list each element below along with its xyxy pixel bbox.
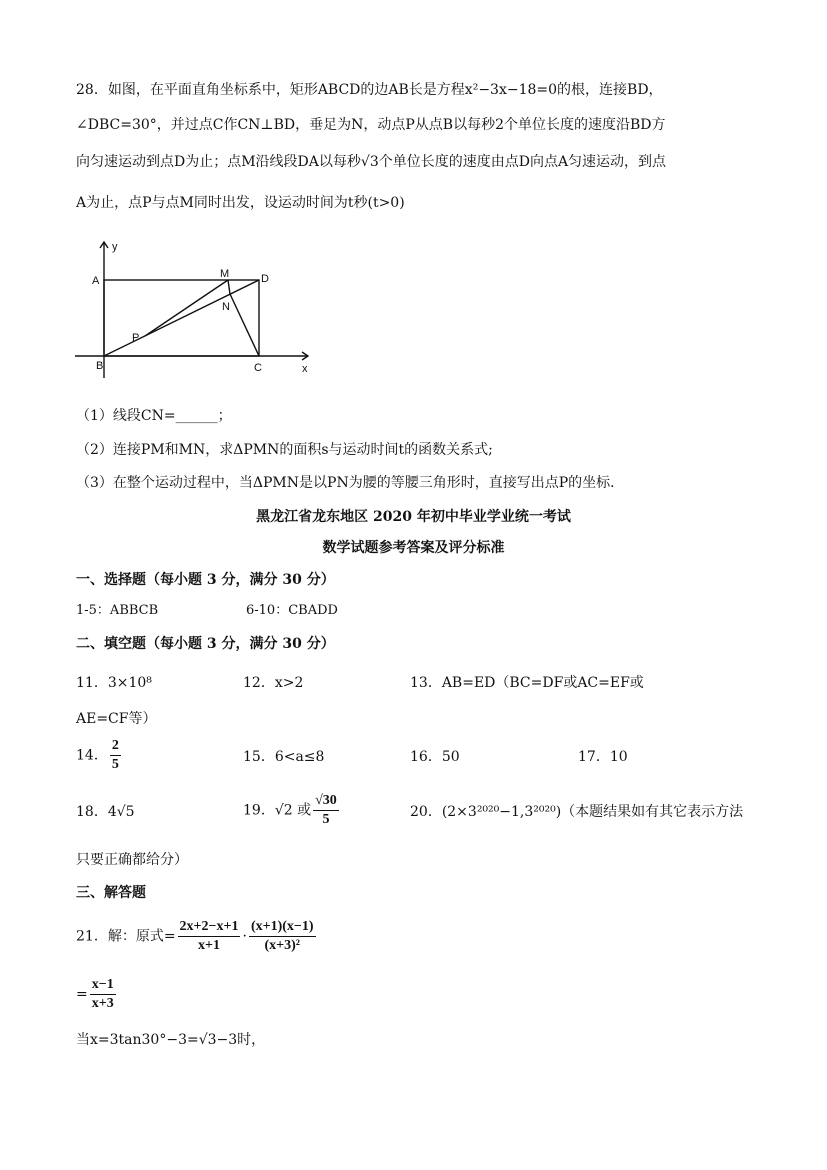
segment-mn (228, 280, 230, 294)
segment-pm (145, 280, 228, 336)
q28-figure (70, 238, 320, 378)
answer-title-1: 黑龙江省龙东地区 2020 年初中毕业学业统一考试 (256, 509, 571, 525)
label-b: B (96, 360, 104, 372)
answer-17: 17．10 (578, 749, 628, 765)
sec3-heading: 三、解答题 (76, 885, 146, 901)
q28-sub2: （2）连接PM和MN，求ΔPMN的面积s与运动时间t的函数关系式; (76, 442, 493, 458)
segment-cn (230, 294, 259, 356)
label-n: N (222, 301, 230, 313)
sec1-answer-1: 1-5：ABBCB (76, 603, 159, 618)
answer-19-numerator: √30 (313, 792, 339, 811)
answer-21-fraction-3 (90, 976, 116, 1013)
answer-19-fraction (313, 792, 339, 829)
answer-13-cont: AE=CF等） (76, 711, 157, 727)
label-d: D (261, 273, 269, 285)
q28-line3: 向匀速运动到点D为止；点M沿线段DA以每秒√3个单位长度的速度由点D向点A匀速运动，到点 (76, 154, 667, 170)
answer-14 (76, 737, 123, 774)
q28-line4: A为止，点P与点M同时出发，设运动时间为t秒(t>0) (76, 195, 405, 211)
answer-13: 13．AB=ED（BC=DF或AC=EF或 (410, 675, 644, 691)
answer-21-f1-den: x+1 (198, 938, 220, 953)
answer-15: 15．6<a≤8 (243, 749, 325, 765)
answer-21-expression (76, 918, 318, 955)
q28-line2: ∠DBC=30°，并过点C作CN⊥BD，垂足为N，动点P从点B以每秒2个单位长度的速度沿BD方 (76, 117, 666, 133)
answer-21-simplified (76, 976, 118, 1013)
answer-21-label: 21．解：原式= (76, 928, 176, 945)
label-x: x (302, 363, 308, 375)
answer-18: 18．4√5 (76, 804, 135, 820)
answer-14-fraction (110, 737, 121, 774)
answer-19-denominator: 5 (322, 812, 330, 827)
answer-21-f2-den: (x+3)² (264, 938, 300, 953)
answer-14-label: 14． (76, 747, 108, 764)
answer-21-f2-num: (x+1)(x−1) (249, 918, 316, 937)
answer-19-label: 19．√2 或 (243, 802, 312, 819)
answer-21-f3-den: x+3 (91, 996, 114, 1011)
answer-12: 12．x>2 (243, 675, 304, 691)
answer-14-numerator: 2 (110, 737, 121, 756)
segment-bd (104, 280, 259, 356)
answer-16: 16．50 (410, 749, 460, 765)
sec1-answer-2: 6-10：CBADD (246, 603, 338, 618)
q28-line1: 28．如图，在平面直角坐标系中，矩形ABCD的边AB长是方程x²−3x−18=0的根，连接BD， (76, 82, 663, 98)
answer-21-fraction-1 (178, 918, 241, 955)
q28-sub3: （3）在整个运动过程中，当ΔPMN是以PN为腰的等腰三角形时，直接写出点P的坐标． (76, 475, 625, 491)
answer-21-equals: = (76, 986, 88, 1003)
label-c: C (254, 362, 262, 374)
answer-19 (243, 792, 341, 829)
label-y: y (112, 241, 118, 253)
sec2-heading: 二、填空题（每小题 3 分，满分 30 分） (76, 636, 335, 652)
sec1-heading: 一、选择题（每小题 3 分，满分 30 分） (76, 572, 335, 588)
answer-20: 20．(2×3²⁰²⁰−1,3²⁰²⁰)（本题结果如有其它表示方法 (410, 804, 744, 820)
answer-11: 11．3×10⁸ (76, 675, 152, 691)
answer-21-substitution: 当x=3tan30°−3=√3−3时， (76, 1032, 266, 1048)
q28-sub1: （1）线段CN=______； (76, 408, 232, 424)
label-m: M (220, 268, 230, 280)
answer-14-denominator: 5 (111, 757, 119, 772)
answer-21-dot: · (242, 928, 247, 945)
answer-title-2: 数学试题参考答案及评分标准 (322, 540, 505, 556)
answer-20-cont: 只要正确都给分） (76, 852, 188, 868)
answer-21-f1-num: 2x+2−x+1 (178, 918, 241, 937)
answer-21-fraction-2 (249, 918, 316, 955)
label-a: A (92, 275, 100, 287)
answer-21-f3-num: x−1 (90, 976, 116, 995)
label-p: P (132, 332, 140, 344)
